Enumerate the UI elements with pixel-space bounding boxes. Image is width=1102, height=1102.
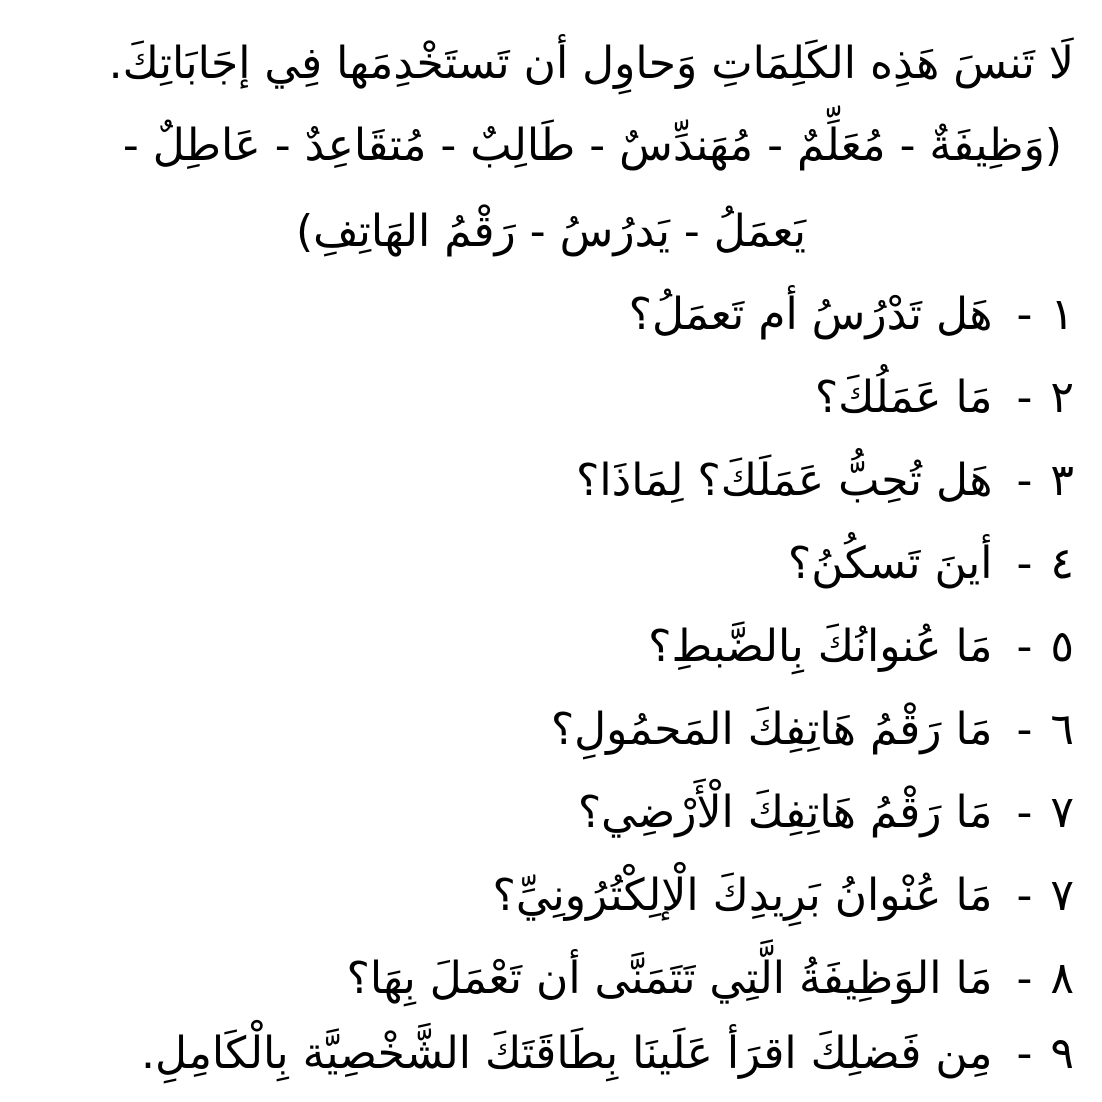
question-separator: - xyxy=(1016,372,1033,423)
question-separator: - xyxy=(1016,621,1033,672)
question-item xyxy=(28,366,1074,430)
question-number: ٩ xyxy=(1050,1028,1074,1079)
question-item xyxy=(28,781,1074,845)
question-item xyxy=(28,864,1074,928)
question-number: ٣ xyxy=(1050,455,1074,506)
question-number: ٨ xyxy=(1050,953,1074,1004)
question-item xyxy=(28,283,1074,347)
question-item xyxy=(28,615,1074,679)
instruction-line-3: يَعمَلُ - يَدرُسُ - رَقْمُ الهَاتِفِ) xyxy=(295,206,807,257)
question-number: ٧ xyxy=(1050,870,1074,921)
question-separator: - xyxy=(1016,538,1033,589)
question-number: ٧ xyxy=(1050,787,1074,838)
question-text: هَل تُحِبُّ عَمَلَكَ؟ لِمَاذَا؟ xyxy=(576,455,993,506)
question-text: مَا عُنوانُكَ بِالضَّبطِ؟ xyxy=(648,621,993,672)
question-separator: - xyxy=(1016,953,1033,1004)
question-separator: - xyxy=(1016,455,1033,506)
question-text: مَا رَقْمُ هَاتِفِكَ المَحمُولِ؟ xyxy=(550,704,993,755)
question-separator: - xyxy=(1016,1028,1033,1079)
question-text: أينَ تَسكُنُ؟ xyxy=(787,538,993,589)
question-item xyxy=(28,449,1074,513)
question-text: مِن فَضلِكَ اقرَأ عَلَينَا بِطَاقَتَكَ الشَّخْصِيَّة بِالْكَامِلِ. xyxy=(141,1028,993,1079)
question-separator: - xyxy=(1016,289,1033,340)
question-separator: - xyxy=(1016,704,1033,755)
question-text: مَا الوَظِيفَةُ الَّتِي تَتَمَنَّى أن تَعْمَلَ بِهَا؟ xyxy=(346,953,993,1004)
instruction-line-2: (وَظِيفَةٌ - مُعَلِّمٌ - مُهَندِّسٌ - طَالِبٌ - مُتقَاعِدٌ - عَاطِلٌ - xyxy=(122,120,1062,171)
question-item xyxy=(28,1022,1074,1086)
question-number: ٥ xyxy=(1050,621,1074,672)
question-number: ٤ xyxy=(1050,538,1074,589)
question-text: مَا عَمَلُكَ؟ xyxy=(814,372,993,423)
question-separator: - xyxy=(1016,787,1033,838)
question-number: ١ xyxy=(1050,289,1074,340)
instruction-line-1: لَا تَنسَ هَذِه الكَلِمَاتِ وَحاوِل أن تَستَخْدِمَها فِي إجَابَاتِكَ. xyxy=(108,38,1074,89)
question-text: مَا رَقْمُ هَاتِفِكَ الْأَرْضِي؟ xyxy=(577,787,993,838)
question-item xyxy=(28,698,1074,762)
question-item xyxy=(28,947,1074,1011)
question-number: ٢ xyxy=(1050,372,1074,423)
question-number: ٦ xyxy=(1050,704,1074,755)
question-separator: - xyxy=(1016,870,1033,921)
question-text: مَا عُنْوانُ بَرِيدِكَ الْإلِكْتُرُونِيِّ؟ xyxy=(492,870,993,921)
question-item xyxy=(28,532,1074,596)
question-text: هَل تَدْرُسُ أم تَعمَلُ؟ xyxy=(628,289,993,340)
